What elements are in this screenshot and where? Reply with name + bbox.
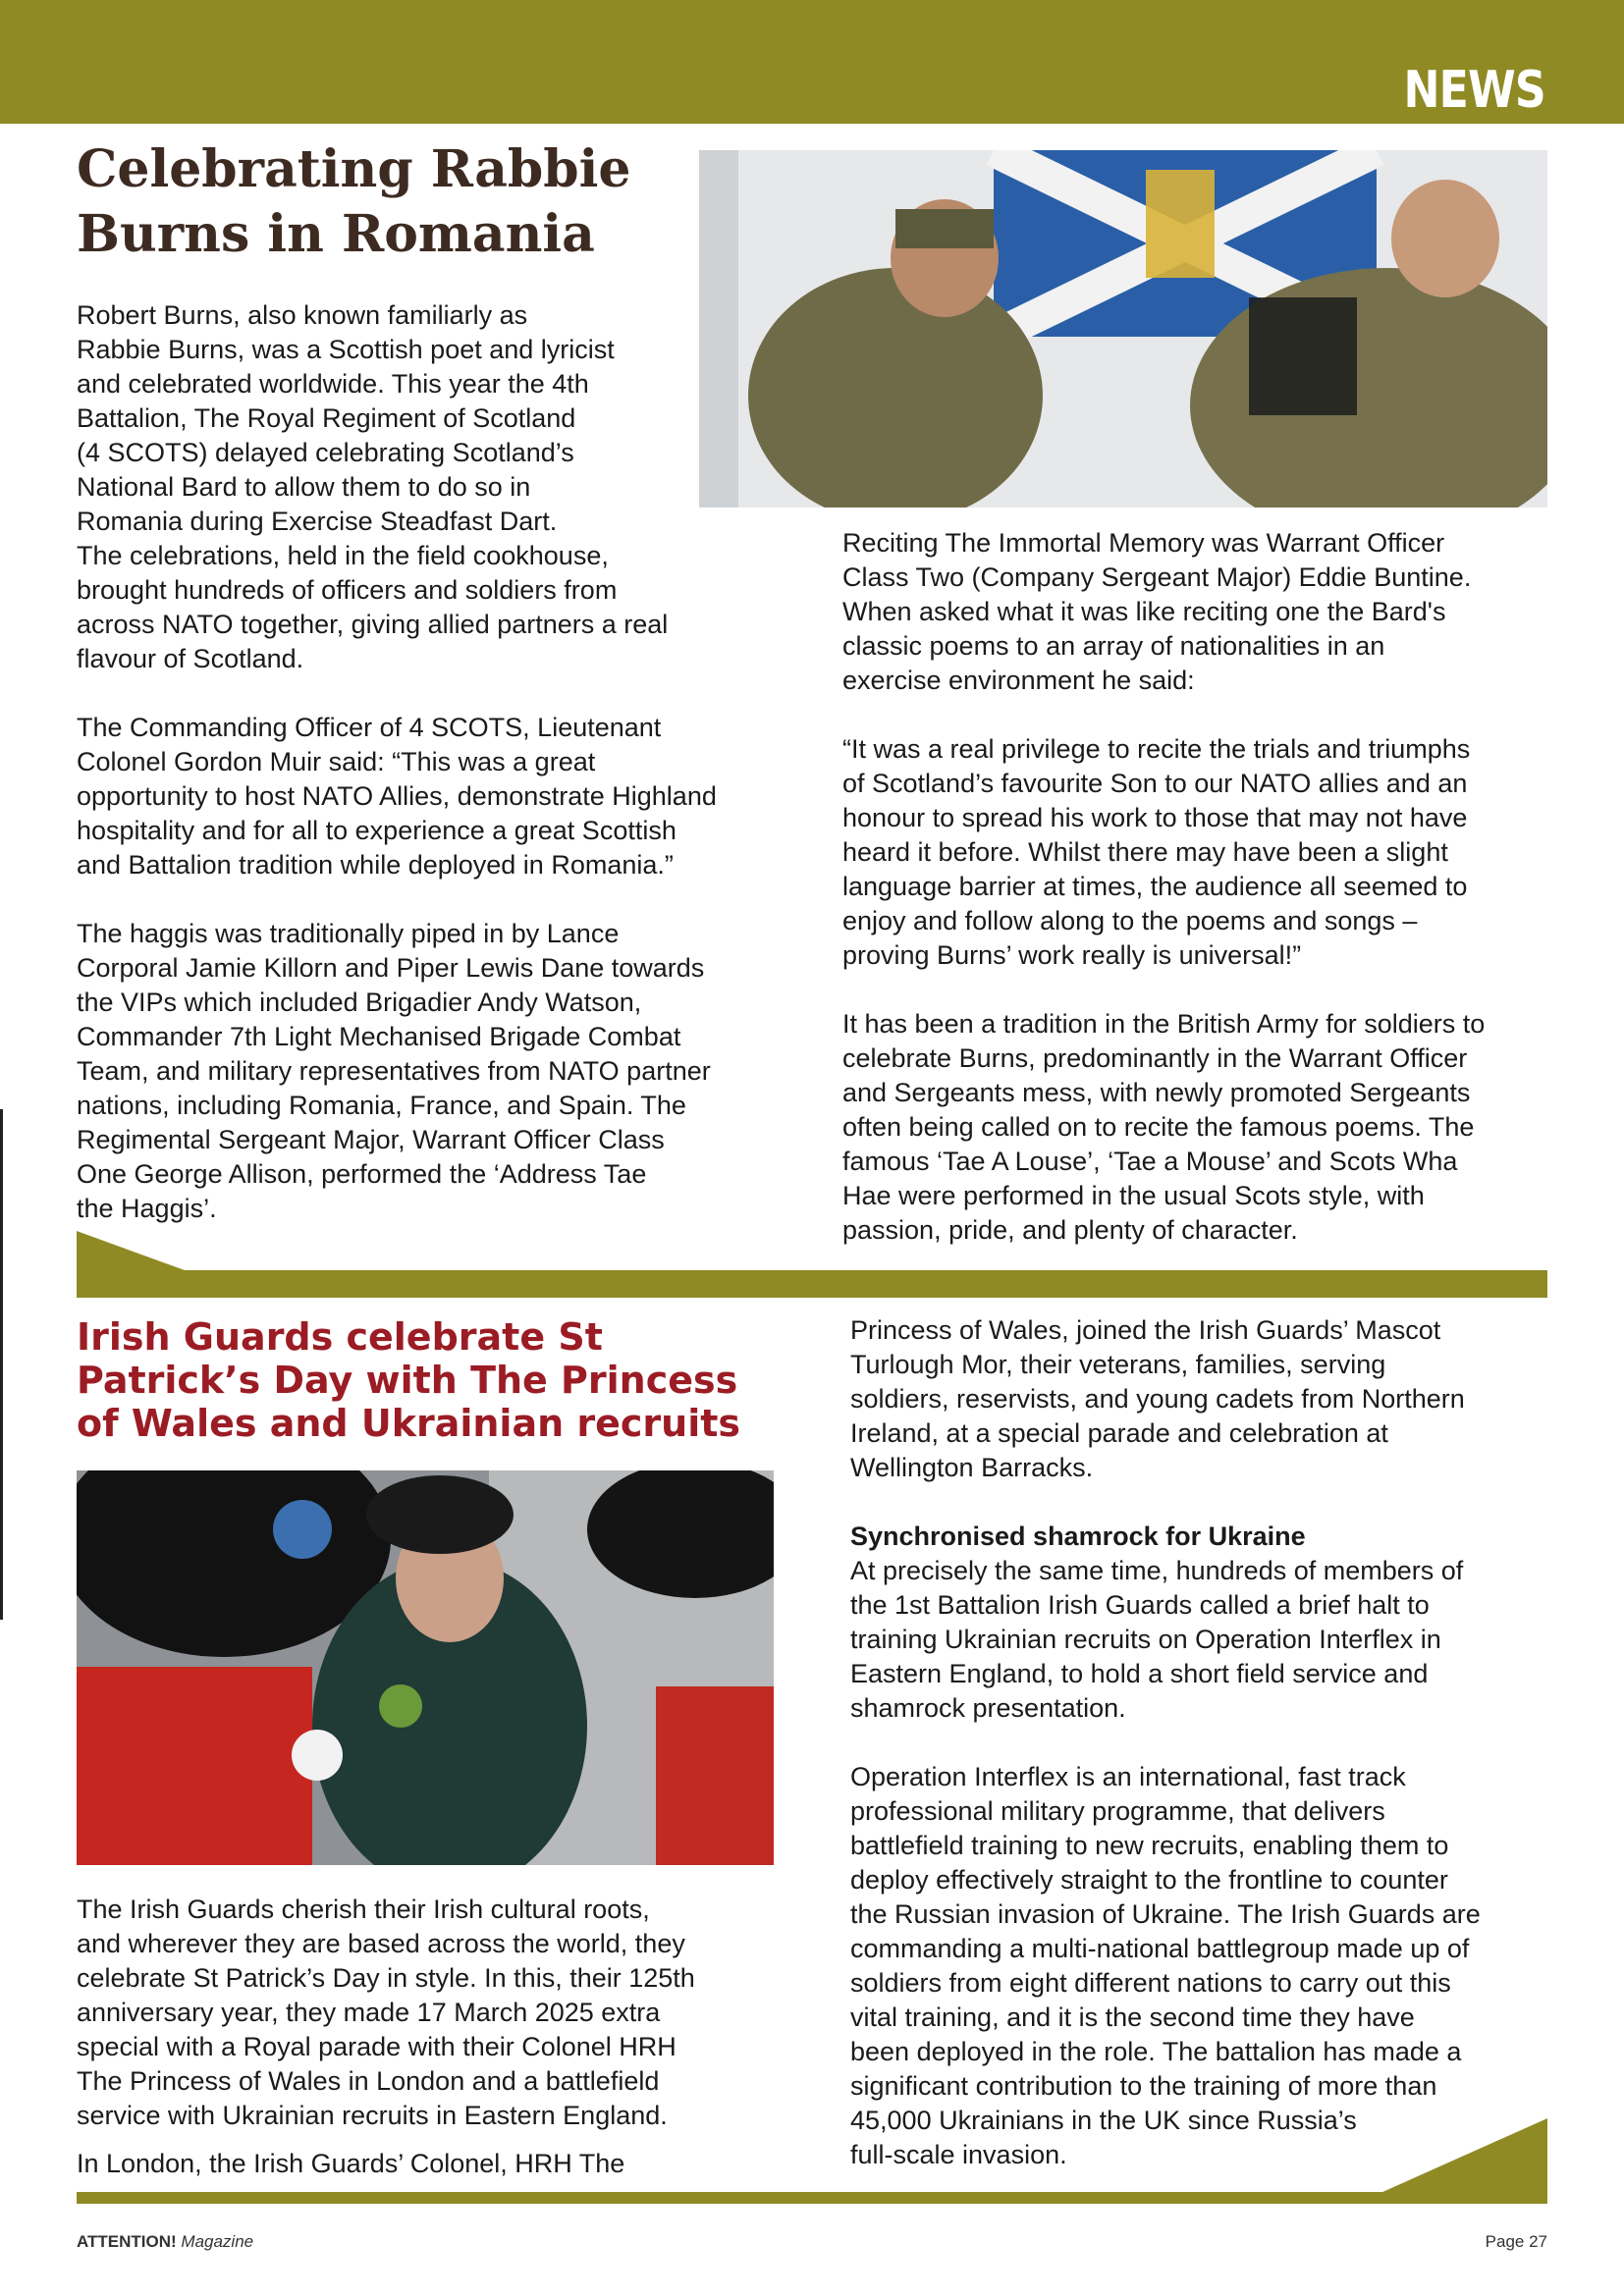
footer-magazine-suffix: Magazine — [181, 2232, 254, 2251]
burns-photo-illustration — [699, 150, 1547, 507]
header-bar — [0, 0, 1624, 124]
footer-magazine — [77, 2232, 253, 2252]
article1-paragraph: It has been a tradition in the British Army for soldiers to celebrate Burns, predominantly in the Warrant Officer and Sergeants mess, with newly promoted Sergeants often being called on to recite the famous poems. The famous ‘Tae A Louse’, ‘Tae a Mouse’ and Scots Wha Hae were performed in the usual Scots style, with passion, pride, and plenty of character. — [842, 1009, 1486, 1245]
page-edge-line — [0, 1109, 3, 1620]
article2-paragraph: Operation Interflex is an international, fast track professional military programme, that delivers battlefield training to new recruits, enabling them to deploy effectively straight to the frontline to counter the Russian invasion of Ukraine. The Irish Guards are commanding a multi-national battlegroup made up of soldiers from eight different nations to carry out this vital training, and it is the second time they have been deployed in the role. The battalion has made a significant contribution to the training of more than 45,000 Ukrainians in the UK since Russia’s full-scale invasion. — [850, 1762, 1481, 2169]
page-number: Page 27 — [1485, 2232, 1547, 2251]
article2-paragraph: In London, the Irish Guards’ Colonel, HRH The — [77, 2149, 625, 2178]
article2-right-column — [850, 1313, 1549, 2172]
article2-subheading: Synchronised shamrock for Ukraine — [850, 1522, 1306, 1551]
article2-left-column — [77, 1893, 784, 2181]
princess-photo-illustration — [77, 1470, 774, 1865]
article2-paragraph: At precisely the same time, hundreds of members of the 1st Battalion Irish Guards called a brief halt to training Ukrainian recruits on Operation Interflex in Eastern England, to hold a short field service and shamrock presentation. — [850, 1556, 1464, 1723]
princess-photo — [77, 1470, 774, 1865]
article2-paragraph: Princess of Wales, joined the Irish Guards’ Mascot Turlough Mor, their veterans, families, serving soldiers, reservists, and young cadets from Northern Ireland, at a special parade and celebration at Wellington Barracks. — [850, 1315, 1465, 1482]
burns-photo — [699, 150, 1547, 507]
bottom-rule — [77, 2192, 1547, 2204]
article2-title: Irish Guards celebrate St Patrick’s Day with The Princess of Wales and Ukrainian recruits — [77, 1315, 741, 1445]
article1-right-column — [842, 526, 1549, 1248]
footer-magazine-name: ATTENTION! — [77, 2232, 177, 2251]
section-divider — [77, 1270, 1547, 1298]
corner-wedge — [1380, 2118, 1547, 2193]
article2-paragraph: The Irish Guards cherish their Irish cultural roots, and wherever they are based across the world, they celebrate St Patrick’s Day in style. In this, their 125th anniversary year, they made 17 March 2025 extra special with a Royal parade with their Colonel HRH The Princess of Wales in London and a battlefield service with Ukrainian recruits in Eastern England. — [77, 1895, 695, 2130]
section-label: NEWS — [1403, 61, 1545, 120]
article1-paragraph: Robert Burns, also known familiarly as Rabbie Burns, was a Scottish poet and lyricist and celebrated worldwide. This year the 4th Battalion, The Royal Regiment of Scotland (4 SCOTS) delayed celebrating Scotland’s National Bard to allow them to do so in Romania during Exercise Steadfast Dart. The celebrations, held in the field cookhouse, brought hundreds of officers and soldiers from across NATO together, giving allied partners a real flavour of Scotland. — [77, 300, 669, 673]
article1-title: Celebrating Rabbie Burns in Romania — [77, 139, 631, 264]
article1-paragraph: The haggis was traditionally piped in by Lance Corporal Jamie Killorn and Piper Lewis Dane towards the VIPs which included Brigadier Andy Watson, Commander 7th Light Mechanised Brigade Combat Team, and military representatives from NATO partner nations, including Romania, France, and Spain. The Regimental Sergeant Major, Warrant Officer Class One George Allison, performed the ‘Address Tae the Haggis’. — [77, 919, 711, 1223]
article1-quote: “It was a real privilege to recite the trials and triumphs of Scotland’s favourite Son to our NATO allies and an honour to spread his work to those that may not have heard it before. Whilst there may have been a slight language barrier at times, the audience all seemed to enjoy and follow along to the poems and songs – proving Burns’ work really is universal!” — [842, 734, 1471, 970]
article1-paragraph: Reciting The Immortal Memory was Warrant Officer Class Two (Company Sergeant Major) Eddie Buntine. When asked what it was like reciting one the Bard's classic poems to an array of nationalities in an exercise environment he said: — [842, 528, 1472, 695]
divider-wedge — [77, 1231, 185, 1270]
article1-paragraph: The Commanding Officer of 4 SCOTS, Lieutenant Colonel Gordon Muir said: “This was a great opportunity to host NATO Allies, demonstrate Highland hospitality and for all to experience a great Scottish and Battalion tradition while deployed in Romania.” — [77, 713, 717, 880]
article1-left-column — [77, 298, 784, 1226]
